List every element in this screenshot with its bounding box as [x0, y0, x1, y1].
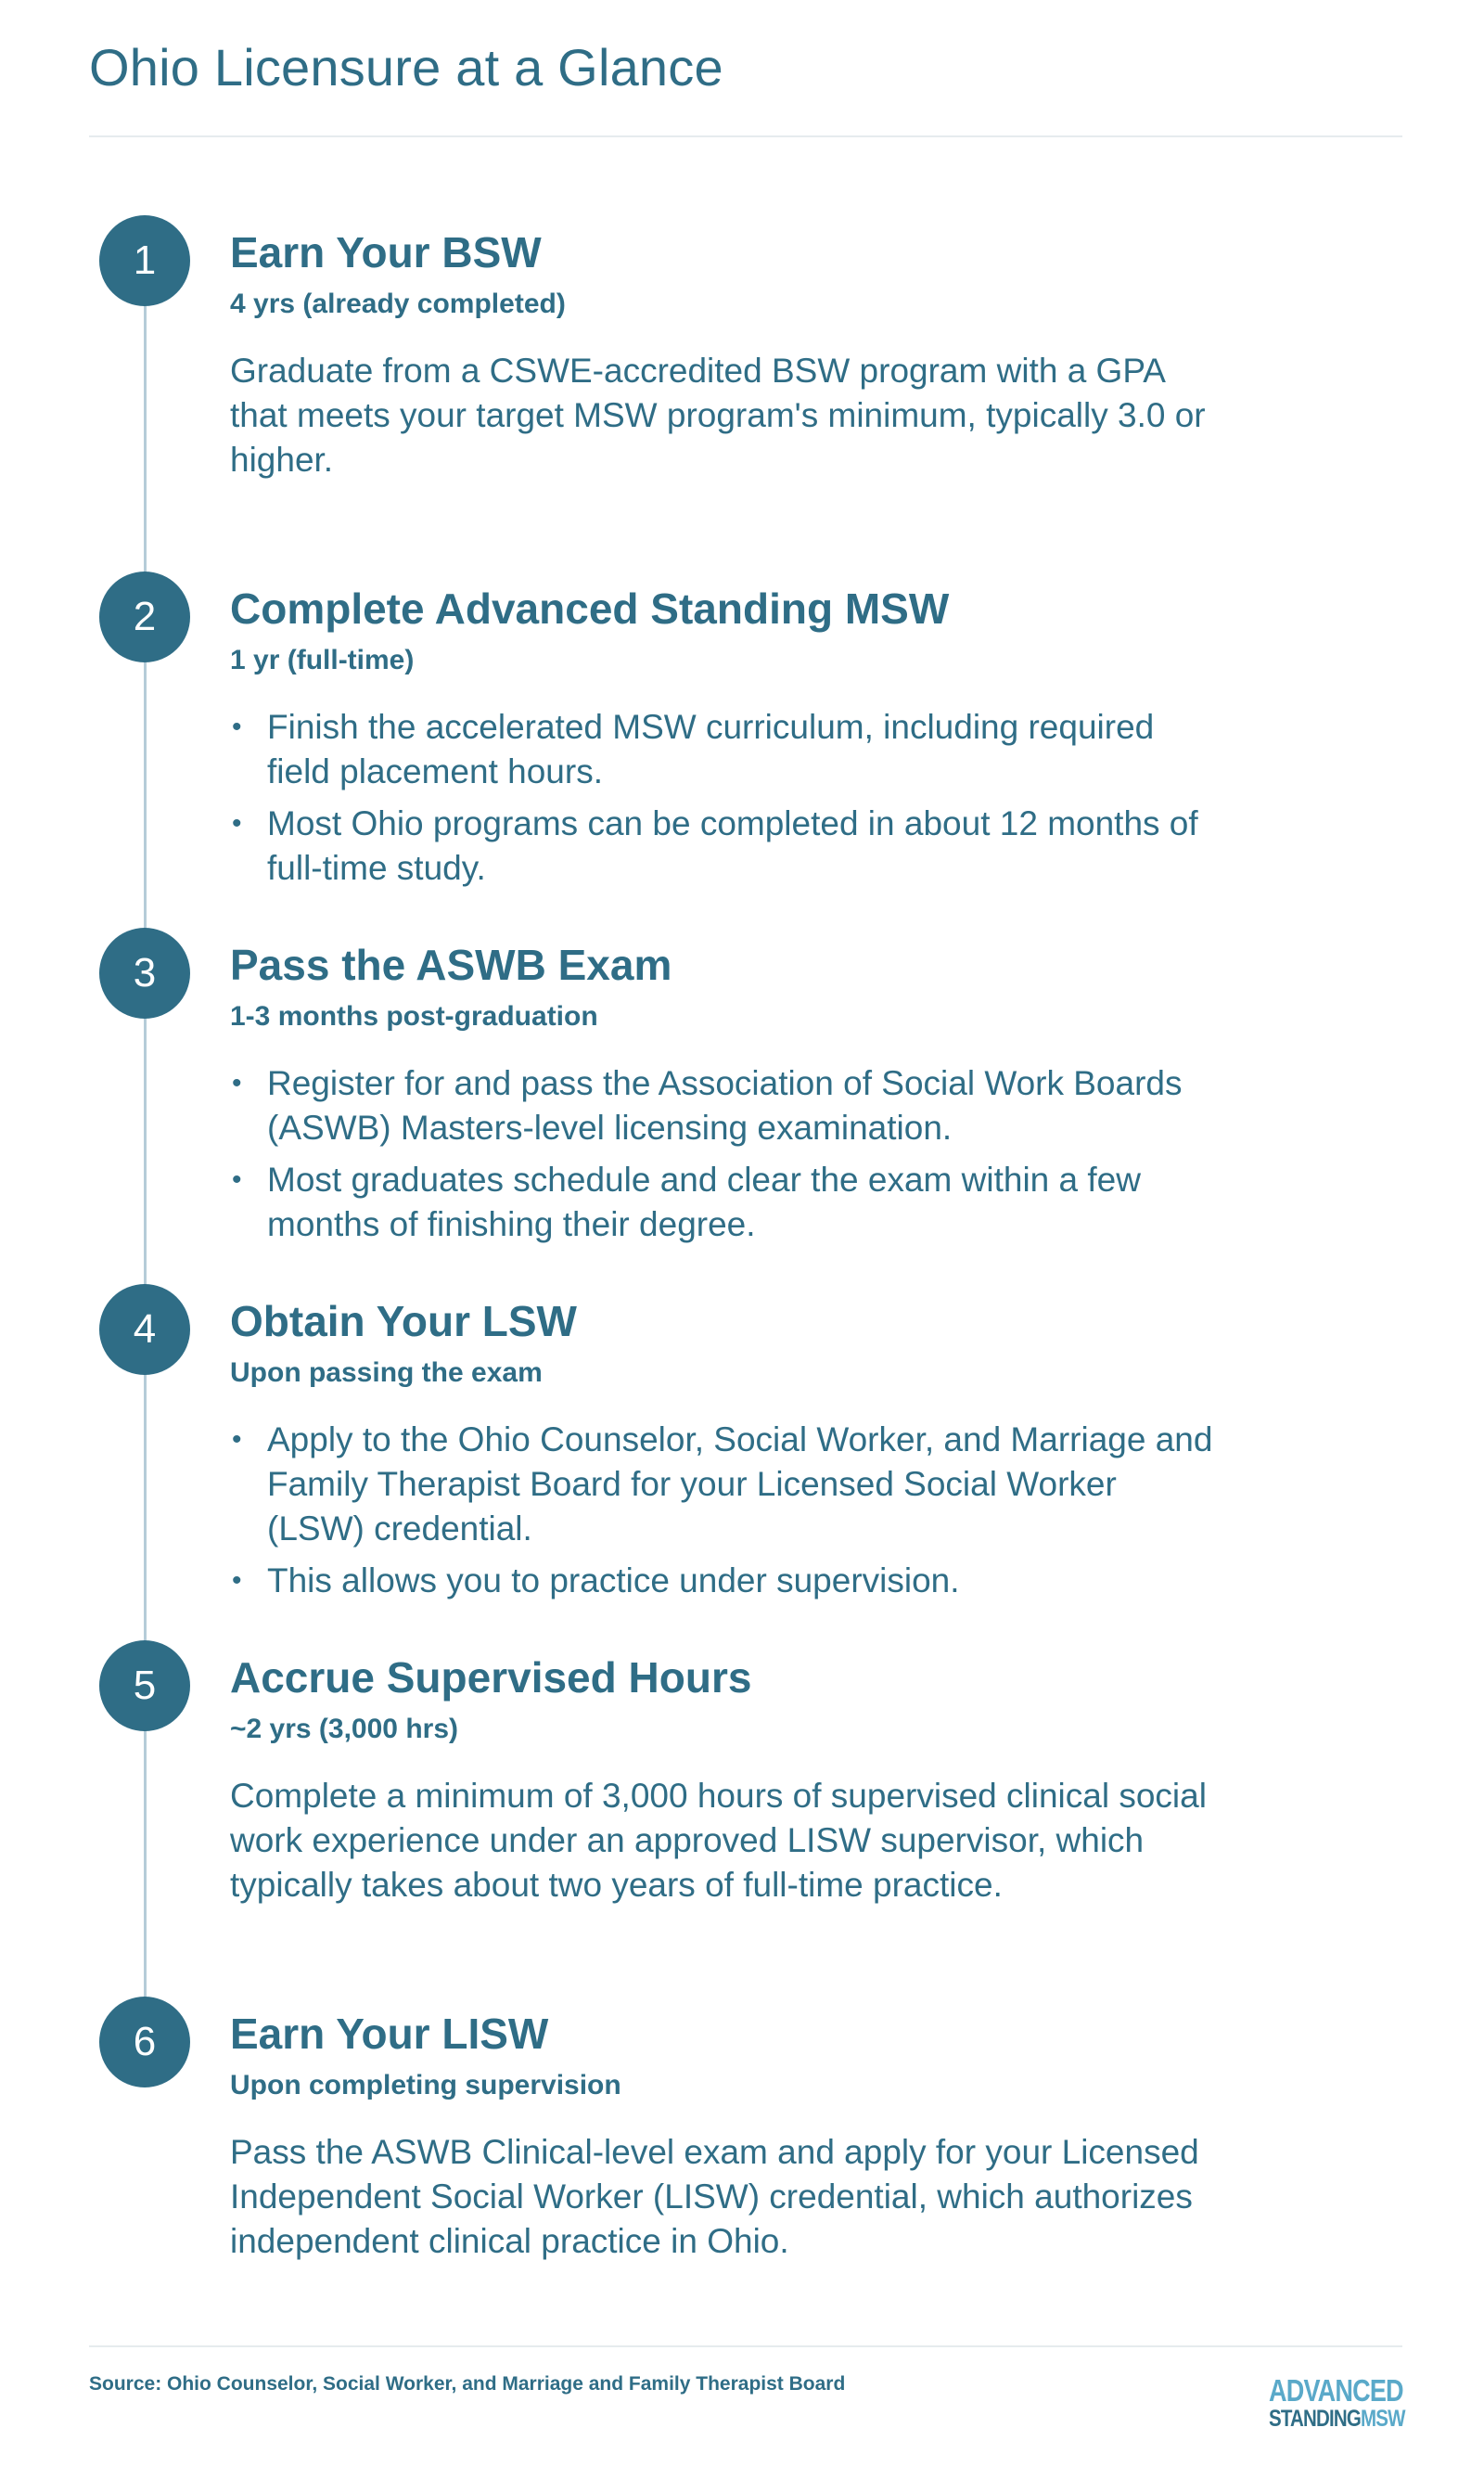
step-duration: ~2 yrs (3,000 hrs) [230, 1714, 458, 1744]
list-item: • Finish the accelerated MSW curriculum, including required field placement hours. [230, 705, 1213, 794]
step-number-badge: 3 [99, 928, 190, 1019]
step-title: Pass the ASWB Exam [230, 941, 672, 989]
step-bullet-list [230, 1061, 1213, 1247]
step-duration: 1-3 months post-graduation [230, 1001, 598, 1032]
step-duration: 1 yr (full-time) [230, 645, 415, 675]
step-duration: 4 yrs (already completed) [230, 289, 566, 319]
step-bullet-list [230, 705, 1213, 891]
footer-divider [89, 2345, 1402, 2347]
list-item: • Register for and pass the Association of Social Work Boards (ASWB) Masters-level licensing examination. [230, 1061, 1213, 1150]
bullet-icon: • [232, 808, 242, 839]
step-description: Complete a minimum of 3,000 hours of supervised clinical social work experience under an approved LISW supervisor, which typically takes about two years of full-time practice. [230, 1777, 1207, 1904]
step-bullet-list [230, 1418, 1213, 1603]
list-item: • This allows you to practice under supervision. [230, 1559, 1213, 1603]
step-number-badge: 5 [99, 1640, 190, 1731]
bullet-icon: • [232, 1565, 242, 1596]
page-title: Ohio Licensure at a Glance [89, 38, 723, 96]
bullet-icon: • [232, 712, 242, 742]
logo-wordmark-bottom: STANDINGMSW [1269, 2406, 1405, 2432]
bullet-icon: • [232, 1164, 242, 1195]
step-number-badge: 6 [99, 1997, 190, 2087]
header-divider [89, 135, 1402, 137]
bullet-icon: • [232, 1068, 242, 1098]
source-note: Source: Ohio Counselor, Social Worker, and Marriage and Family Therapist Board [89, 2373, 846, 2395]
step-duration: Upon completing supervision [230, 2070, 621, 2100]
bullet-icon: • [232, 1424, 242, 1455]
step-duration: Upon passing the exam [230, 1357, 543, 1388]
timeline-line [144, 306, 147, 2041]
list-item: • Apply to the Ohio Counselor, Social Worker, and Marriage and Family Therapist Board for your Licensed Social Worker (LSW) credential. [230, 1418, 1213, 1551]
list-item: • Most graduates schedule and clear the exam within a few months of finishing their degree. [230, 1158, 1213, 1247]
brand-logo [1269, 2373, 1405, 2432]
step-number-badge: 2 [99, 572, 190, 662]
list-item: • Most Ohio programs can be completed in about 12 months of full-time study. [230, 802, 1213, 891]
step-title: Earn Your BSW [230, 228, 542, 276]
logo-wordmark-top: ADVANCED [1269, 2373, 1403, 2408]
step-title: Obtain Your LSW [230, 1297, 577, 1345]
step-title: Complete Advanced Standing MSW [230, 584, 950, 633]
step-number-badge: 4 [99, 1284, 190, 1375]
step-title: Earn Your LISW [230, 2010, 549, 2058]
step-description: Pass the ASWB Clinical-level exam and apply for your Licensed Independent Social Worker (LISW) credential, which authorizes independent clinical practice in Ohio. [230, 2133, 1199, 2260]
step-description: Graduate from a CSWE-accredited BSW program with a GPA that meets your target MSW program's minimum, typically 3.0 or higher. [230, 352, 1206, 479]
step-title: Accrue Supervised Hours [230, 1653, 752, 1702]
step-number-badge: 1 [99, 215, 190, 306]
